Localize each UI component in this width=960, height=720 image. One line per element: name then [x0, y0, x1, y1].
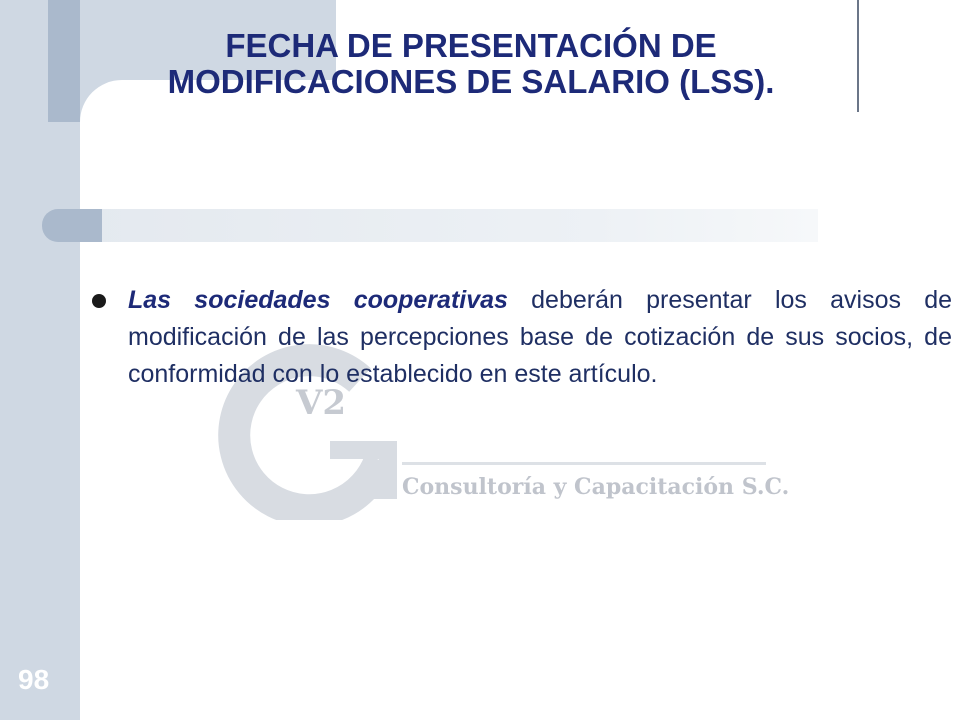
watermark-rule — [402, 462, 766, 465]
top-accent-block — [48, 0, 80, 122]
slide-title: FECHA DE PRESENTACIÓN DE MODIFICACIONES DE SALARIO (LSS). — [167, 27, 775, 100]
title-divider-line — [857, 0, 859, 112]
watermark-mark: V2 — [296, 383, 347, 423]
decorative-bar-cap — [42, 209, 102, 242]
bullet-text — [128, 282, 952, 393]
bullet-emphasis: Las sociedades cooperativas — [128, 286, 508, 314]
bullet-body: deberán presentar los avisos de modificación de las percepciones base de cotización de sus socios, de conformidad con lo establecido en este artículo. — [128, 286, 952, 388]
bullet-dot-icon — [92, 294, 106, 308]
page-number: 98 — [18, 664, 50, 695]
decorative-horizontal-bar — [80, 209, 818, 242]
slide-body — [90, 282, 952, 393]
bullet-item — [90, 282, 952, 393]
watermark-text: Consultoría y Capacitación S.C. — [402, 474, 790, 500]
